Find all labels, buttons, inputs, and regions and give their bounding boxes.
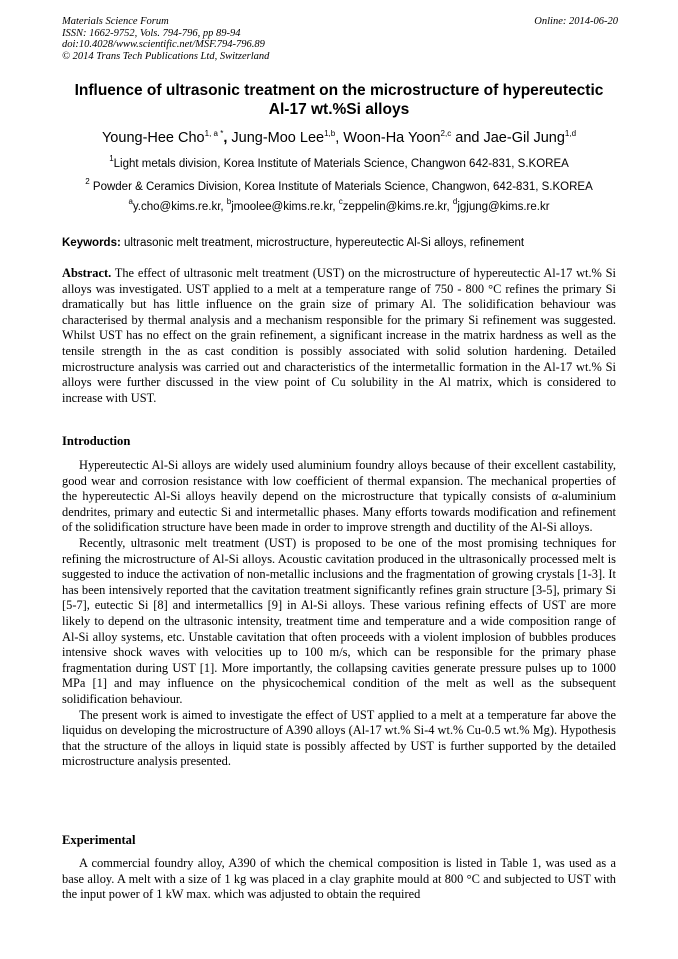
introduction-paragraph-2: Recently, ultrasonic melt treatment (UST) is proposed to be one of the most promising techniques for refining the microstructure of Al-Si alloys. Acoustic cavitation produced in the ultrasonically processed melt is suggested to induce the activation of non-metallic inclusions and the fragmentation of growing crystals [1-3]. It has been intensively reported that the cavitation treatment significantly refines grain structure [3-5], primary Si [5-7], eutectic Si [8] and intermetallics [9] in Al-Si alloys. These various refining effects of UST are more likely to depend on the ultrasonic intensity, treatment time and temperature and a wide composition range of Al-Si alloy systems, etc. Unstable cavitation that often proceeds with a violent implosion of bubbles produces intensive shock waves with velocities up to 100 m/s, which can be responsible for the primary phase fragmentation during UST [1]. More importantly, the collapsing cavities generate pressure pulses up to 1000 MPa [1] and may influence on the physicochemical condition of the melt as well as the subsequent solidification behaviour.	[62, 535, 616, 706]
title-line-1: Influence of ultrasonic treatment on the microstructure of hypereutectic	[74, 82, 604, 99]
author-3-sup: 2,c	[440, 129, 452, 138]
affiliation-1-sup: 1	[109, 154, 114, 163]
paper-title	[62, 81, 616, 119]
author-emails	[62, 197, 616, 214]
author-3: Woon-Ha Yoon	[343, 130, 441, 146]
author-2: Jung-Moo Lee	[231, 130, 325, 146]
experimental-body	[62, 856, 616, 903]
issn-line: ISSN: 1662-9752, Vols. 794-796, pp 89-94	[62, 27, 241, 39]
email-d-sup: d	[452, 197, 458, 206]
author-1: Young-Hee Cho	[101, 130, 205, 146]
keywords	[62, 236, 616, 250]
email-c-sup: c	[338, 197, 343, 206]
title-line-2: Al-17 wt.%Si alloys	[268, 101, 410, 118]
introduction-heading: Introduction	[62, 434, 131, 448]
author-4-sup: 1,d	[564, 129, 577, 138]
copyright-line: © 2014 Trans Tech Publications Ltd, Switzerland	[62, 50, 270, 62]
experimental-heading: Experimental	[62, 833, 136, 847]
affiliation-2-sup: 2	[85, 177, 90, 186]
author-4: Jae-Gil Jung	[483, 130, 565, 146]
keywords-text: ultrasonic melt treatment, microstructure, hypereutectic Al-Si alloys, refinement	[124, 237, 525, 249]
email-b-sup: b	[226, 197, 232, 206]
affiliation-1-text: Light metals division, Korea Institute of Materials Science, Changwon 642-831, S.KOREA	[113, 158, 569, 170]
introduction-paragraph-3: The present work is aimed to investigate the effect of UST applied to a melt at a temperature far above the liquidus on developing the microstructure of A390 alloys (Al-17 wt.% Si-4 wt.% Cu-0.5 wt.% Mg). Hypothesis that the structure of the alloys in liquid state is possibly affected by UST is further supported by the detailed microstructure analysis presented.	[62, 707, 616, 769]
author-2-sup: 1,b	[324, 129, 336, 138]
affiliation-1	[62, 154, 616, 171]
keywords-label: Keywords:	[62, 237, 121, 249]
email-d[interactable]: jgjung@kims.re.kr	[457, 201, 550, 213]
introduction-paragraph-1: Hypereutectic Al-Si alloys are widely used aluminium foundry alloys because of their excellent castability, good wear and corrosion resistance with low coefficient of thermal expansion. The mechanical properties of the hypereutectic Al-Si alloys heavily depend on the microstructure that typically consists of α-aluminium dendrites, primary and eutectic Si and intermetallic phases. Many efforts towards modification and refinement of the solidification structure have been made in order to improve strength and ductility of the Al-Si alloys.	[62, 458, 616, 535]
affiliation-2	[62, 177, 616, 194]
email-a[interactable]: y.cho@kims.re.kr,	[132, 201, 224, 213]
email-b[interactable]: jmoolee@kims.re.kr,	[231, 201, 336, 213]
email-a-sup: a	[128, 197, 133, 206]
abstract	[62, 266, 616, 406]
doi-line: doi:10.4028/www.scientific.net/MSF.794-796.89	[62, 39, 265, 50]
author-and: and	[455, 130, 480, 146]
author-list: Young-Hee Cho$^{1, a *}$, Jung-Moo Lee$^{1,b}$, Woon-Ha Yoon$^{2,c}$ and Jae-Gil Jung$^{1,d}$	[101, 129, 577, 146]
online-date: Online: 2014-06-20	[534, 16, 618, 27]
journal-name: Materials Science Forum	[62, 16, 169, 27]
abstract-label: Abstract.	[62, 266, 112, 280]
experimental-paragraph-1: A commercial foundry alloy, A390 of which the chemical composition is listed in Table 1, was used as a base alloy. A melt with a size of 1 kg was placed in a clay graphite mould at 800 °C and subjected to UST with the input power of 1 kW max. which was adjusted to obtain the required	[62, 856, 616, 902]
abstract-text: The effect of ultrasonic melt treatment (UST) on the microstructure of hypereutectic Al-17 wt.% Si alloys was investigated. UST applied to a melt at a temperature range of 750 - 800 °C refines the primary Si dramatically but has little influence on the grain size of primary Al. The solidification behaviour was characterised by thermal analysis and a mechanism responsible for the primary Si refinement was suggested. Whilst UST has no effect on the grain refinement, a significant increase in the matrix hardness as well as the tensile strength in the as cast condition is possibly associated with solid solution hardening. Detailed microstructure analysis was carried out and characteristics of the intermetallic formation in the Al-17 wt.% Si alloys were further discussed in the view point of Cu solubility in the Al matrix, which is considered to increase with UST.	[62, 266, 617, 405]
author-1-sup: 1, a *	[204, 129, 224, 138]
journal-header	[62, 16, 618, 62]
affiliation-2-text: Powder & Ceramics Division, Korea Institute of Materials Science, Changwon, 642-831, S.KOREA	[92, 181, 593, 193]
introduction-body	[62, 458, 616, 770]
email-c[interactable]: zeppelin@kims.re.kr,	[342, 201, 450, 213]
